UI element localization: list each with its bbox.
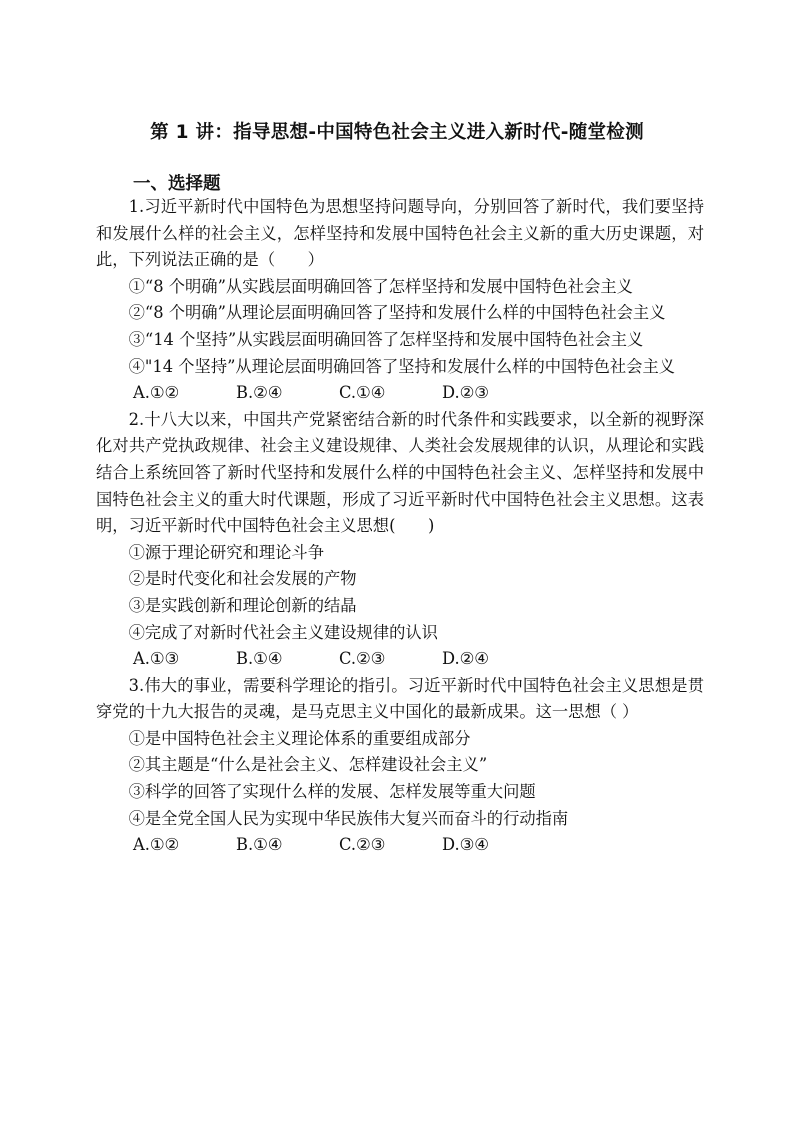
- answer-options: [96, 380, 704, 407]
- option-d: D.②④: [442, 649, 489, 669]
- option-b: B.②④: [236, 383, 283, 403]
- statement: ③“14 个坚持”从实践层面明确回答了怎样坚持和发展中国特色社会主义: [128, 329, 644, 349]
- statement: ①源于理论研究和理论斗争: [128, 542, 324, 562]
- question-1: [96, 194, 704, 407]
- option-a: A.①②: [133, 383, 180, 403]
- option-a: A.①②: [133, 835, 180, 855]
- statement: ④完成了对新时代社会主义建设规律的认识: [128, 622, 438, 642]
- statement: ③科学的回答了实现什么样的发展、怎样发展等重大问题: [128, 782, 536, 802]
- option-c: C.①④: [339, 383, 386, 403]
- option-b: B.①④: [236, 835, 283, 855]
- statement: ②其主题是“什么是社会主义、怎样建设社会主义”: [128, 755, 488, 775]
- question-stem: 2.十八大以来，中国共产党紧密结合新的时代条件和实践要求，以全新的视野深化对共产党执政规律、社会主义建设规律、人类社会发展规律的认识，从理论和实践结合上系统回答了新时代坚持和发展什么样的中国特色社会主义、怎样坚持和发展中国特色社会主义的重大时代课题，形成了习近平新时代中国特色社会主义思想。这表明，习近平新时代中国特色社会主义思想( ): [96, 409, 704, 536]
- option-a: A.①③: [133, 649, 180, 669]
- statement: ②“8 个明确”从理论层面明确回答了坚持和发展什么样的中国特色社会主义: [128, 303, 666, 323]
- option-c: C.②③: [339, 649, 386, 669]
- statement: ③是实践创新和理论创新的结晶: [128, 595, 357, 615]
- section-heading: 一、选择题: [133, 174, 221, 194]
- document-title: 第 1 讲：指导思想-中国特色社会主义进入新时代-随堂检测: [150, 122, 644, 143]
- statement: ①是中国特色社会主义理论体系的重要组成部分: [128, 728, 471, 748]
- option-d: D.③④: [442, 835, 489, 855]
- statement: ④是全党全国人民为实现中华民族伟大复兴而奋斗的行动指南: [128, 808, 569, 828]
- option-c: C.②③: [339, 835, 386, 855]
- statement: ①“8 个明确”从实践层面明确回答了怎样坚持和发展中国特色社会主义: [128, 276, 633, 296]
- answer-options: [96, 832, 704, 859]
- question-stem: 1.习近平新时代中国特色为思想坚持问题导向，分别回答了新时代，我们要坚持和发展什么样的社会主义，怎样坚持和发展中国特色社会主义新的重大历史课题，对此，下列说法正确的是（ ）: [96, 197, 704, 270]
- statement: ②是时代变化和社会发展的产物: [128, 569, 357, 589]
- question-list: [96, 194, 704, 859]
- question-stem: 3.伟大的事业，需要科学理论的指引。习近平新时代中国特色社会主义思想是贯穿党的十九大报告的灵魂，是马克思主义中国化的最新成果。这一思想（ ）: [96, 675, 704, 722]
- option-d: D.②③: [442, 383, 489, 403]
- answer-options: [96, 646, 704, 673]
- option-b: B.①④: [236, 649, 283, 669]
- question-2: [96, 407, 704, 673]
- question-3: [96, 673, 704, 859]
- statement: ④"14 个坚持”从理论层面明确回答了坚持和发展什么样的中国特色社会主义: [128, 356, 676, 376]
